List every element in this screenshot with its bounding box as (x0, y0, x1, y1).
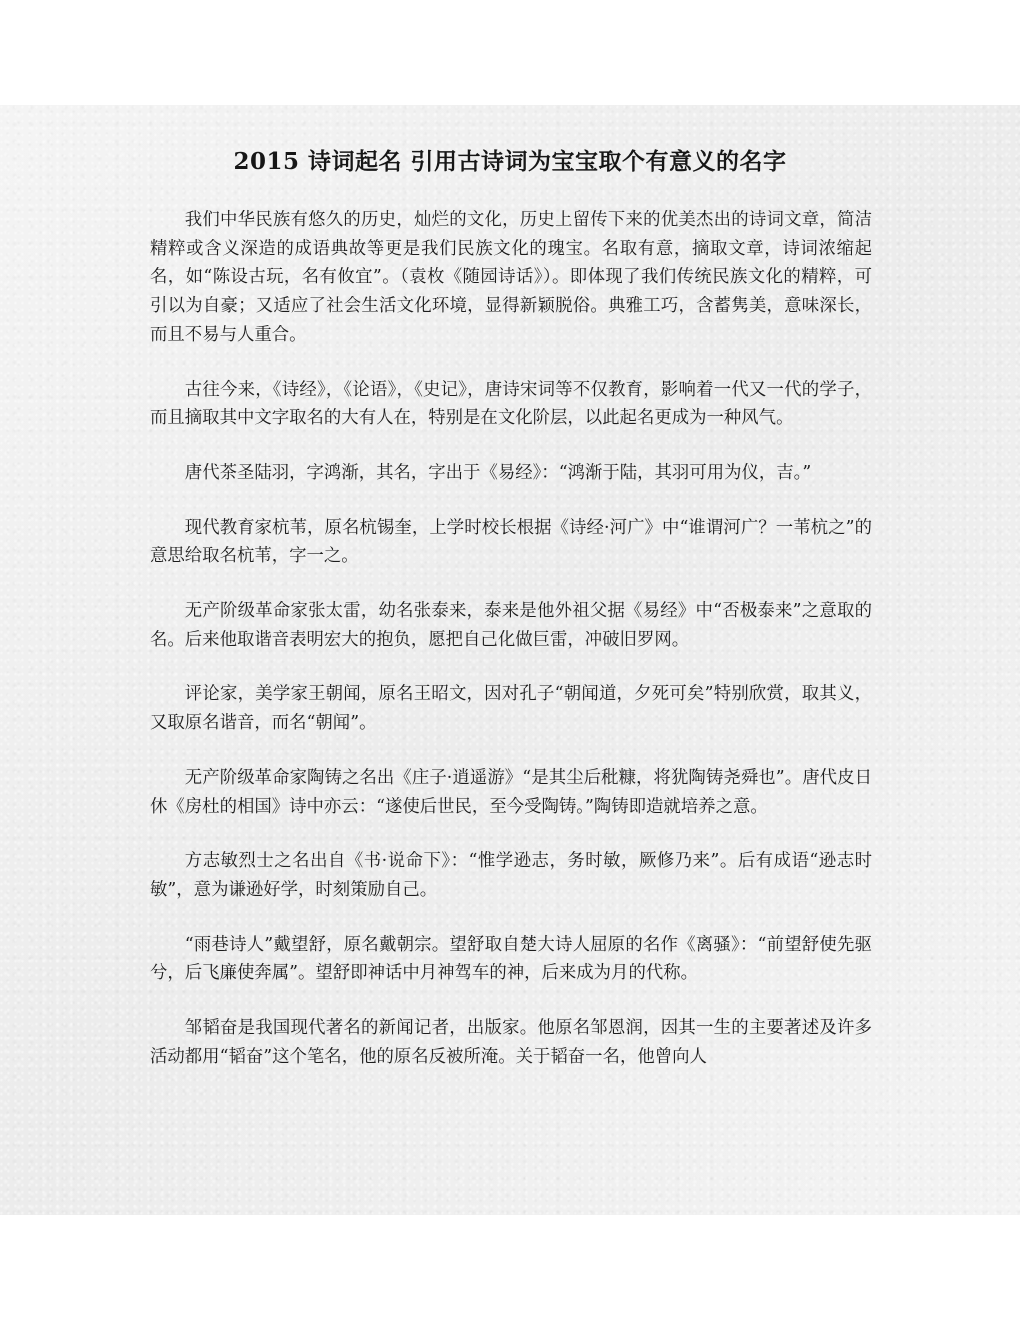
document-page (0, 105, 1020, 1215)
paragraph-8: 方志敏烈士之名出自《书·说命下》：“惟学逊志，务时敏，厥修乃来”。后有成语“逊志时敏”，意为谦逊好学，时刻策励自己。 (150, 851, 872, 900)
paragraph-9: “雨巷诗人”戴望舒，原名戴朝宗。望舒取自楚大诗人屈原的名作《离骚》：“前望舒使先驱兮，后飞廉使奔属”。望舒即神话中月神驾车的神，后来成为月的代称。 (150, 934, 872, 984)
paragraph-10: 邹韬奋是我国现代著名的新闻记者，出版家。他原名邹恩润，因其一生的主要著述及许多活动都用“韬奋”这个笔名，他的原名反被所淹。关于韬奋一名，他曾向人 (150, 1018, 872, 1067)
paragraph-6: 评论家，美学家王朝闻，原名王昭文，因对孔子“朝闻道，夕死可矣”特别欣赏，取其义，又取原名谐音，而名“朝闻”。 (150, 684, 872, 734)
document-body (150, 206, 872, 1097)
paragraph-1: 我们中华民族有悠久的历史，灿烂的文化，历史上留传下来的优美杰出的诗词文章，简洁精粹或含义深造的成语典故等更是我们民族文化的瑰宝。名取有意，摘取文章，诗词浓缩起名，如“陈设古玩，名有攸宜”。（袁枚《随园诗话》）。即体现了我们传统民族文化的精粹，可引以为自豪；又适应了社会生活文化环境，显得新颖脱俗。典雅工巧，含蓄隽美，意味深长，而且不易与人重合。 (150, 210, 872, 345)
paragraph-2: 古往今来，《诗经》，《论语》，《史记》，唐诗宋词等不仅教育，影响着一代又一代的学子，而且摘取其中文字取名的大有人在，特别是在文化阶层，以此起名更成为一种风气。 (150, 379, 872, 429)
paragraph-7: 无产阶级革命家陶铸之名出《庄子·逍遥游》“是其尘后秕糠，将犹陶铸尧舜也”。唐代皮日休《房杜的相国》诗中亦云：“遂使后世民，至今受陶铸。”陶铸即造就培养之意。 (150, 767, 872, 817)
paragraph-3: 唐代茶圣陆羽，字鸿渐，其名，字出于《易经》：“鸿渐于陆，其羽可用为仪，吉。” (184, 462, 812, 483)
paragraph-4: 现代教育家杭苇，原名杭锡奎，上学时校长根据《诗经·河广》中“谁谓河广？一苇杭之”的意思给取名杭苇，字一之。 (150, 517, 872, 567)
paragraph-5: 无产阶级革命家张太雷，幼名张泰来，泰来是他外祖父据《易经》中“否极泰来”之意取的名。后来他取谐音表明宏大的抱负，愿把自己化做巨雷，冲破旧罗网。 (150, 601, 872, 650)
document-title: 2015 诗词起名 引用古诗词为宝宝取个有意义的名字 (233, 148, 787, 175)
